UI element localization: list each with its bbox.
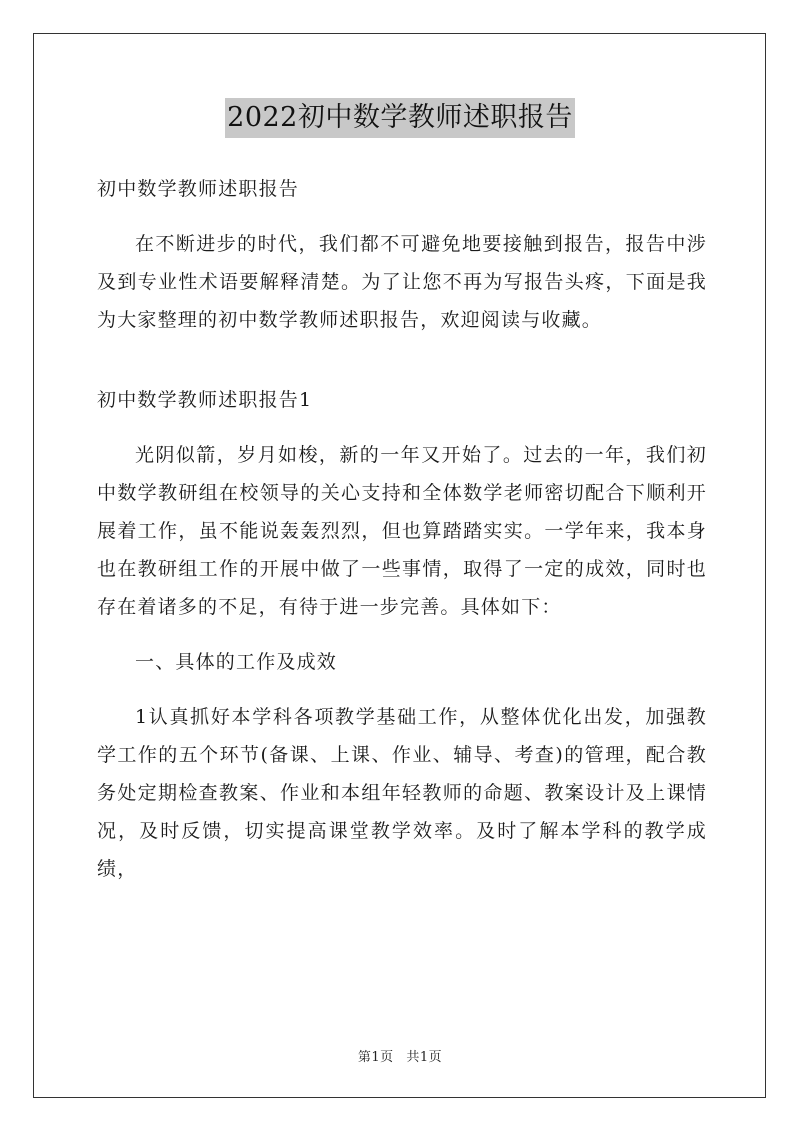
paragraph-2: 1认真抓好本学科各项教学基础工作，从整体优化出发，加强教学工作的五个环节(备课、上课、作业、辅导、考查)的管理，配合教务处定期检查教案、作业和本组年轻教师的命题、教案设计及上课情况，及时反馈，切实提高课堂教学效率。及时了解本学科的教学成绩， xyxy=(97,706,707,880)
page-total: 共1页 xyxy=(406,1050,443,1065)
document-body xyxy=(97,170,707,888)
page-number: 第1页 xyxy=(357,1050,394,1065)
heading-1: 一、具体的工作及成效 xyxy=(135,651,338,673)
page-footer xyxy=(0,1046,800,1065)
document-title: 2022初中数学教师述职报告 xyxy=(225,98,575,138)
intro-paragraph: 在不断进步的时代，我们都不可避免地要接触到报告，报告中涉及到专业性术语要解释清楚。为了让您不再为写报告头疼，下面是我为大家整理的初中数学教师述职报告，欢迎阅读与收藏。 xyxy=(97,233,707,331)
title-wrap xyxy=(0,98,800,138)
section-title: 初中数学教师述职报告1 xyxy=(97,389,313,411)
spacer xyxy=(97,339,707,381)
paragraph-1: 光阴似箭，岁月如梭，新的一年又开始了。过去的一年，我们初中数学教研组在校领导的关心支持和全体数学老师密切配合下顺利开展着工作，虽不能说轰轰烈烈，但也算踏踏实实。一学年来，我本身也在教研组工作的开展中做了一些事情，取得了一定的成效，同时也存在着诸多的不足，有待于进一步完善。具体如下： xyxy=(97,444,707,618)
document-subtitle: 初中数学教师述职报告 xyxy=(97,178,300,200)
